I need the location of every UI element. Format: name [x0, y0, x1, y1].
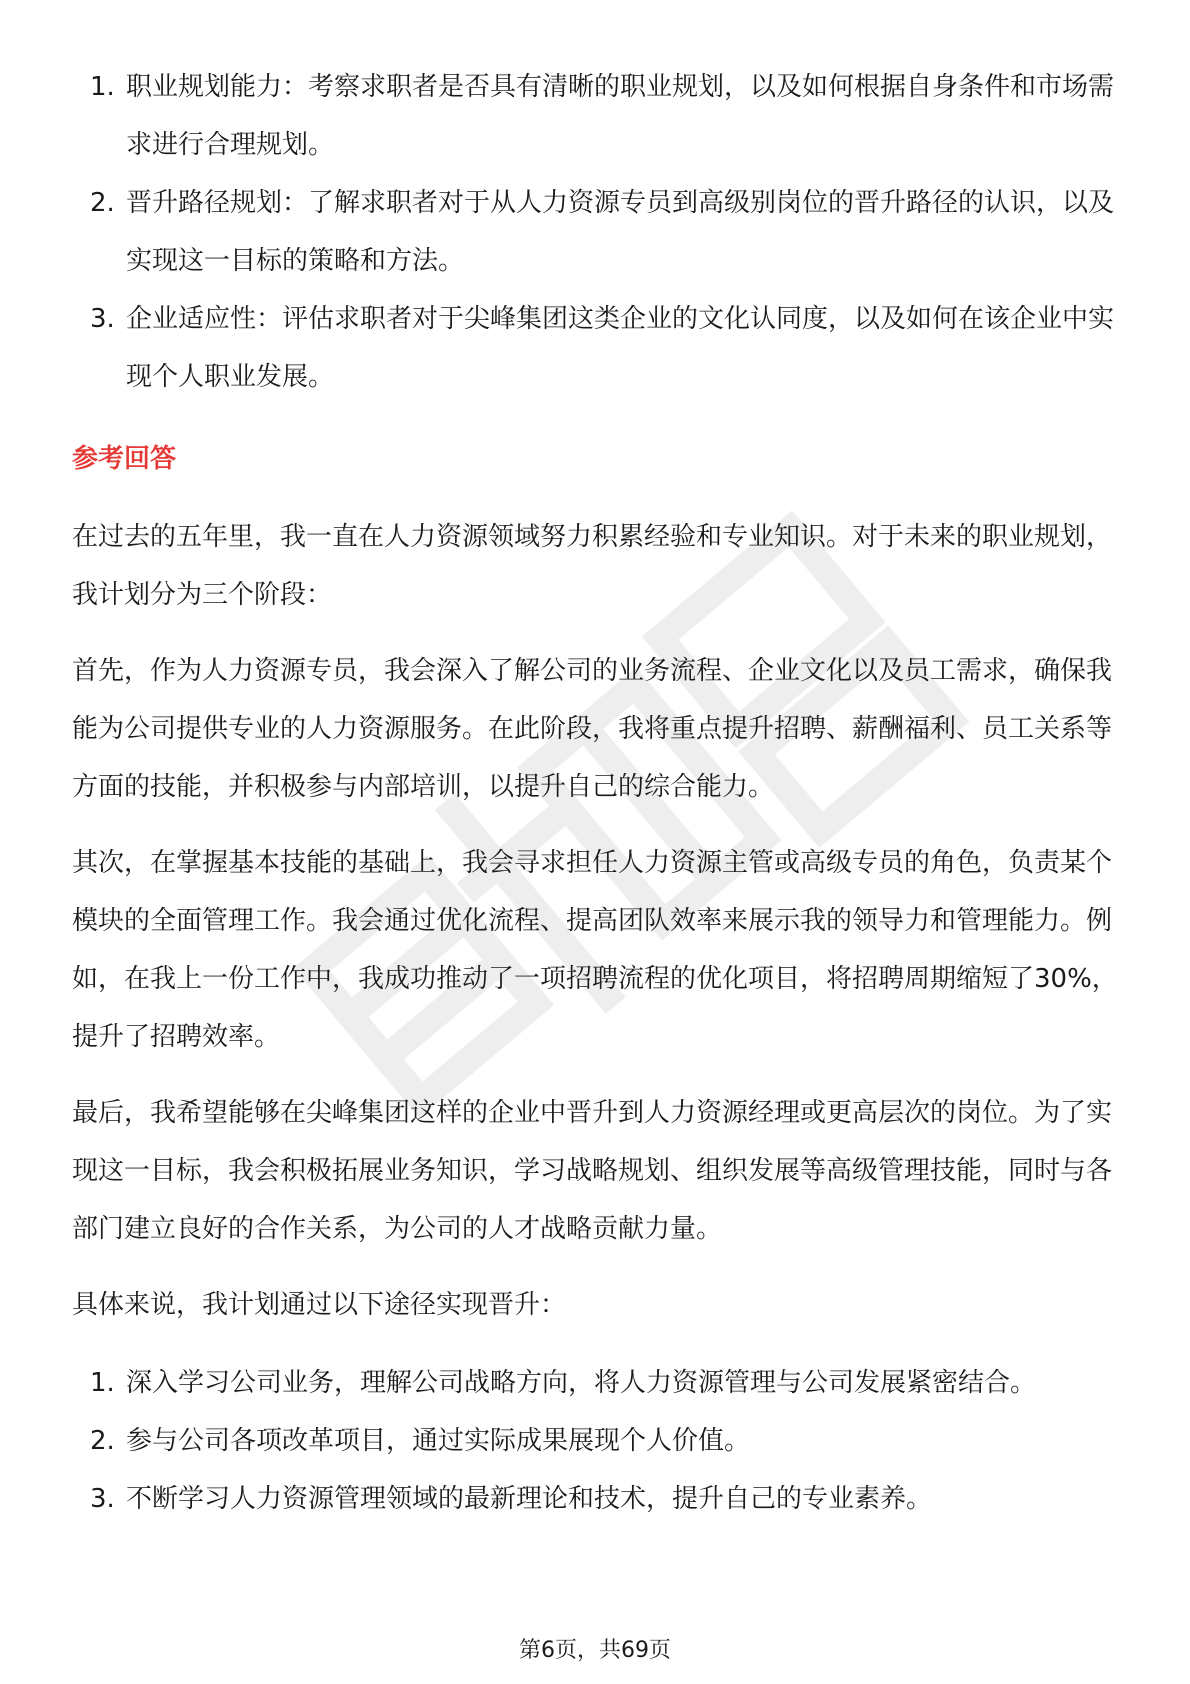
list-number: 2.: [90, 188, 115, 218]
list-number: 2.: [90, 1426, 115, 1456]
list-item: [72, 1354, 1122, 1412]
list-item: [72, 290, 1122, 406]
criteria-list: [72, 58, 1122, 406]
answer-paragraph: 最后，我希望能够在尖峰集团这样的企业中晋升到人力资源经理或更高层次的岗位。为了实现这一目标，我会积极拓展业务知识，学习战略规划、组织发展等高级管理技能，同时与各部门建立良好的合作关系，为公司的人才战略贡献力量。: [72, 1098, 1113, 1244]
list-number: 1.: [90, 72, 115, 102]
list-item: [72, 174, 1122, 290]
answer-paragraph: 在过去的五年里，我一直在人力资源领域努力积累经验和专业知识。对于未来的职业规划，我计划分为三个阶段：: [72, 522, 1113, 610]
list-item: [72, 1470, 1122, 1528]
list-number: 1.: [90, 1368, 115, 1398]
steps-list: [72, 1354, 1122, 1528]
document-page: [72, 58, 1122, 1528]
list-item-text: 参与公司各项改革项目，通过实际成果展现个人价值。: [126, 1426, 751, 1456]
answer-paragraph: 其次，在掌握基本技能的基础上，我会寻求担任人力资源主管或高级专员的角色，负责某个模块的全面管理工作。我会通过优化流程、提高团队效率来展示我的领导力和管理能力。例如，在我上一份工作中，我成功推动了一项招聘流程的优化项目，将招聘周期缩短了30%，提升了招聘效率。: [72, 848, 1118, 1052]
list-item-text: 职业规划能力：考察求职者是否具有清晰的职业规划，以及如何根据自身条件和市场需求进行合理规划。: [126, 72, 1115, 160]
list-item-text: 不断学习人力资源管理领域的最新理论和技术，提升自己的专业素养。: [126, 1484, 933, 1514]
list-item-text: 深入学习公司业务，理解公司战略方向，将人力资源管理与公司发展紧密结合。: [126, 1368, 1037, 1398]
list-item: [72, 58, 1122, 174]
list-item: [72, 1412, 1122, 1470]
section-title: 参考回答: [72, 444, 177, 474]
list-item-text: 晋升路径规划：了解求职者对于从人力资源专员到高级别岗位的晋升路径的认识，以及实现这一目标的策略和方法。: [126, 188, 1115, 276]
list-number: 3.: [90, 1484, 115, 1514]
list-number: 3.: [90, 304, 115, 334]
answer-paragraph: 具体来说，我计划通过以下途径实现晋升：: [72, 1290, 567, 1320]
list-item-text: 企业适应性：评估求职者对于尖峰集团这类企业的文化认同度，以及如何在该企业中实现个人职业发展。: [126, 304, 1115, 392]
answer-paragraph: 首先，作为人力资源专员，我会深入了解公司的业务流程、企业文化以及员工需求，确保我能为公司提供专业的人力资源服务。在此阶段，我将重点提升招聘、薪酬福利、员工关系等方面的技能，并积极参与内部培训，以提升自己的综合能力。: [72, 656, 1113, 802]
page-footer: 第6页，共69页: [519, 1638, 671, 1663]
